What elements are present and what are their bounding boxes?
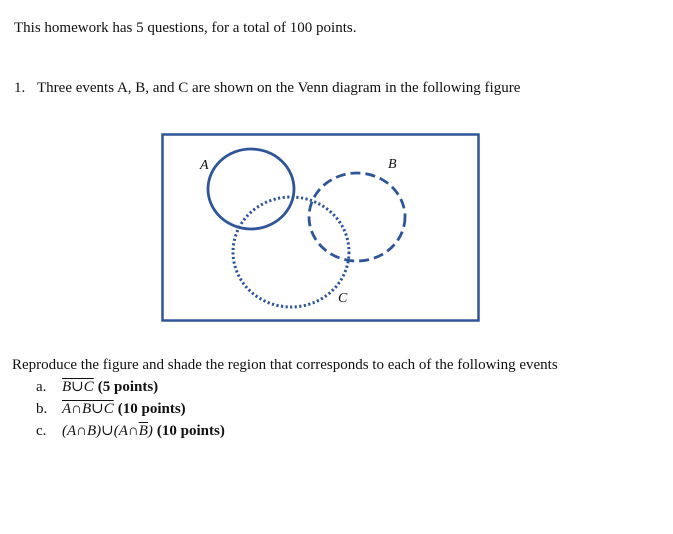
expr-close: ) xyxy=(147,423,153,439)
part-a xyxy=(36,376,225,398)
venn-universe-box xyxy=(163,135,479,321)
circle-b xyxy=(309,173,405,261)
part-points: (10 points) xyxy=(117,401,186,417)
part-b xyxy=(36,398,225,420)
instruction-text: Reproduce the figure and shade the region that corresponds to each of the following events xyxy=(12,357,558,373)
part-points: (10 points) xyxy=(156,423,225,439)
question-number: 1. xyxy=(14,80,26,96)
part-letter: c. xyxy=(36,423,47,439)
circle-c xyxy=(233,197,349,307)
part-expression xyxy=(62,423,153,439)
expr-complement: $\overline{B}$ xyxy=(138,423,148,439)
part-letter: a. xyxy=(36,379,47,395)
expr-open: (A∩B)∪(A∩ xyxy=(62,423,139,439)
venn-diagram xyxy=(160,132,482,324)
part-expression: B∪C xyxy=(62,379,94,395)
part-points: (5 points) xyxy=(97,379,159,395)
question-text: Three events A, B, and C are shown on the Venn diagram in the following figure xyxy=(37,80,521,96)
label-a: A xyxy=(200,158,209,173)
question-1 xyxy=(14,78,520,98)
part-letter: b. xyxy=(36,401,48,417)
part-c xyxy=(36,420,225,442)
circle-a xyxy=(208,149,294,229)
parts-list xyxy=(36,376,225,442)
part-expression: A∩B∪C xyxy=(62,401,114,417)
homework-intro: This homework has 5 questions, for a total of 100 points. xyxy=(14,20,357,36)
label-b: B xyxy=(388,157,397,172)
label-c: C xyxy=(338,291,348,306)
